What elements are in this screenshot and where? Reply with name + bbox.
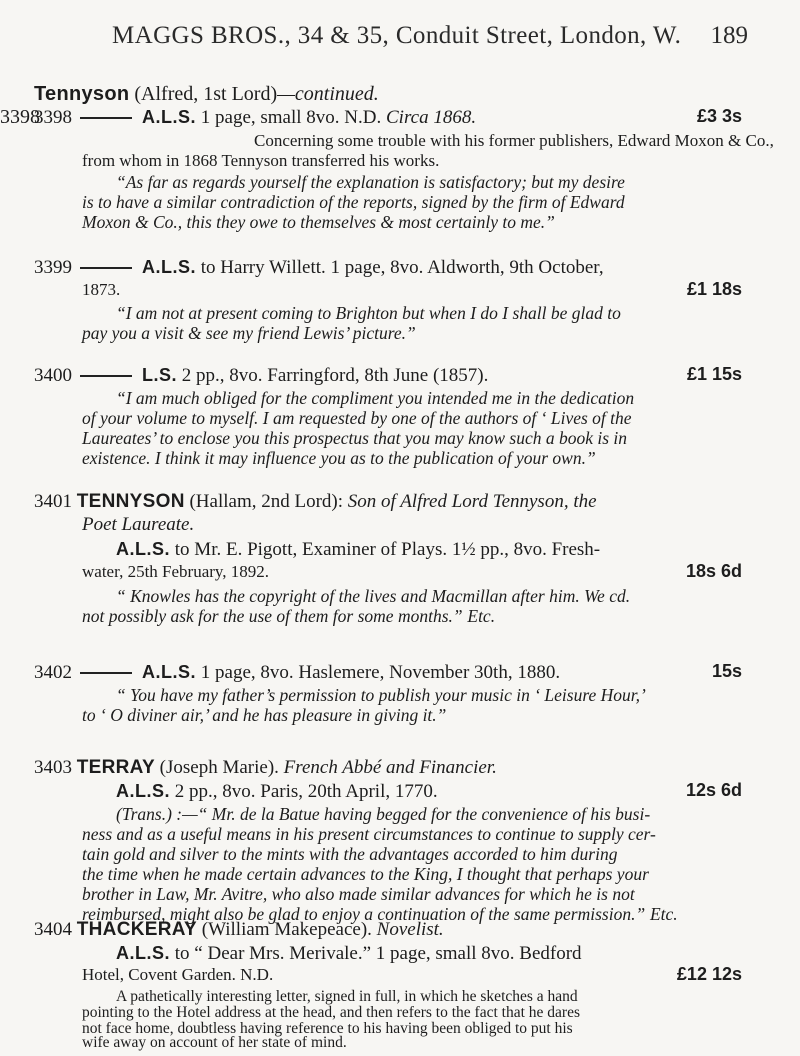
- entry-3403-als: [116, 780, 438, 803]
- als-label: A.L.S.: [116, 943, 171, 963]
- quote-line: Laureates’ to enclose you this prospectus that you may know such a book is in: [82, 428, 628, 448]
- als-label: A.L.S.: [142, 662, 197, 682]
- price: 15s: [711, 661, 742, 681]
- quote-line: the time when he made certain advances to the King, I thought that perhaps your: [82, 864, 649, 884]
- quote-line: pay you a visit & see my friend Lewis’ picture.”: [82, 323, 416, 343]
- als-label: A.L.S.: [116, 781, 171, 801]
- entry-details: to Mr. E. Pigott, Examiner of Plays. 1½ pp., 8vo. Fresh-: [174, 539, 601, 560]
- quote-line: ness and as a useful means in his present circumstances to continue to supply cer-: [82, 824, 656, 844]
- person-role-cont: Poet Laureate.: [82, 514, 195, 535]
- person-name: TENNYSON: [76, 491, 185, 512]
- entry-3398-head: [34, 106, 476, 129]
- dash-rule: [80, 375, 132, 377]
- person-name: THACKERAY: [76, 919, 197, 940]
- header-title: MAGGS BROS., 34 & 35, Conduit Street, London, W.: [112, 22, 682, 49]
- lot-number: 3398: [34, 107, 72, 128]
- person-role: Novelist.: [376, 919, 444, 940]
- lot-number: 3400: [34, 365, 72, 386]
- quote-line: (Trans.) :—“ Mr. de la Batue having begged for the convenience of his busi-: [116, 804, 651, 824]
- entry-details: to Harry Willett. 1 page, 8vo. Aldworth, 9th October,: [200, 257, 604, 278]
- desc-line: wife away on account of her state of mind.: [82, 1034, 347, 1051]
- entry-details: 1 page, 8vo. Haslemere, November 30th, 1880.: [200, 662, 561, 683]
- etc-text: Etc.: [467, 606, 496, 626]
- entry-details: 1 page, small 8vo. N.D.: [200, 107, 382, 128]
- entry-3401-als: [116, 538, 600, 561]
- section-continued: —continued.: [277, 83, 379, 105]
- dash-rule: [80, 267, 132, 269]
- entry-details-cont: 1873.: [82, 280, 121, 299]
- entry-3404-als: [116, 942, 582, 965]
- quote-line: “ You have my father’s permission to publish your music in ‘ Leisure Hour,’: [116, 685, 646, 705]
- desc-line: not face home, doubtless having reference to his having been obliged to put his: [82, 1020, 573, 1037]
- page-number: 189: [710, 22, 748, 49]
- person-role: French Abbé and Financier.: [283, 757, 497, 778]
- section-heading: [34, 83, 379, 105]
- quote-line: is to have a similar contradiction of the reports, signed by the firm of Edward: [82, 192, 625, 212]
- entry-details: 2 pp., 8vo. Farringford, 8th June (1857).: [181, 365, 489, 386]
- entry-details-cont: Hotel, Covent Garden. N.D.: [82, 965, 274, 984]
- entry-3402-head: [34, 661, 560, 684]
- quote-line: of your volume to myself. I am requested by one of the authors of ‘ Lives of the: [82, 408, 632, 428]
- quote-line: “As far as regards yourself the explanation is satisfactory; but my desire: [116, 172, 625, 192]
- als-label: A.L.S.: [142, 107, 197, 127]
- price: £1 18s: [686, 279, 742, 299]
- quote-line: Moxon & Co., this they owe to themselves & most certainly to me.”: [82, 212, 555, 232]
- entry-details: 2 pp., 8vo. Paris, 20th April, 1770.: [174, 781, 438, 802]
- lot-number: 3398: [0, 106, 40, 128]
- quote-text: not possibly ask for the use of them for some months.”: [82, 606, 463, 626]
- price: 12s 6d: [685, 780, 742, 800]
- desc-line: Concerning some trouble with his former publishers, Edward Moxon & Co.,: [254, 131, 774, 150]
- desc-line: pointing to the Hotel address at the head, and then refers to the fact that he dares: [82, 1004, 580, 1021]
- person-name: TERRAY: [76, 757, 155, 778]
- desc-line: A pathetically interesting letter, signed in full, in which he sketches a hand: [116, 988, 578, 1005]
- quote-line: brother in Law, Mr. Avitre, who also made similar advances for which he is not: [82, 884, 635, 904]
- dash-rule: [80, 117, 132, 119]
- person-rest: (William Makepeace).: [201, 919, 372, 940]
- als-label: A.L.S.: [142, 257, 197, 277]
- quote-line: “ Knowles has the copyright of the lives and Macmillan after him. We cd.: [116, 586, 631, 606]
- als-label: A.L.S.: [116, 539, 171, 559]
- price: 18s 6d: [685, 561, 742, 581]
- lot-number: 3401: [34, 491, 72, 512]
- section-name: Tennyson: [34, 83, 130, 105]
- desc-line: from whom in 1868 Tennyson transferred his works.: [82, 151, 440, 170]
- quote-line: “I am much obliged for the compliment you intended me in the dedication: [116, 388, 635, 408]
- entry-3404-head: [34, 919, 444, 941]
- quote-line: “I am not at present coming to Brighton but when I do I shall be glad to: [116, 303, 621, 323]
- quote-line: existence. I think it may influence you as to the publication of your own.”: [82, 448, 596, 468]
- quote-line-last: [82, 605, 495, 628]
- page-header: [0, 22, 800, 62]
- price: £12 12s: [676, 964, 742, 984]
- entry-date: Circa 1868.: [386, 107, 477, 128]
- quote-line: to ‘ O diviner air,’ and he has pleasure in giving it.”: [82, 705, 447, 725]
- quote-line: tain gold and silver to the mints with the advantages accorded to him during: [82, 844, 618, 864]
- dash-rule: [80, 672, 132, 674]
- price: £1 15s: [686, 364, 742, 384]
- section-rest: (Alfred, 1st Lord): [134, 83, 278, 105]
- lot-number: 3402: [34, 662, 72, 683]
- entry-details-cont: water, 25th February, 1892.: [82, 562, 270, 581]
- lot-number: 3404: [34, 919, 72, 940]
- als-label: L.S.: [142, 365, 178, 385]
- quote-text: reimbursed, might also be glad to enjoy a continuation of the same permission.”: [82, 904, 646, 924]
- entry-3403-head: [34, 757, 497, 779]
- lot-number: 3399: [34, 257, 72, 278]
- person-role: Son of Alfred Lord Tennyson, the: [347, 491, 597, 512]
- lot-number: 3403: [34, 757, 72, 778]
- price: £3 3s: [696, 106, 742, 126]
- etc-text: Etc.: [649, 904, 678, 924]
- entry-3401-head: [34, 491, 597, 513]
- entry-details: to “ Dear Mrs. Merivale.” 1 page, small 8vo. Bedford: [174, 943, 582, 964]
- person-rest: (Hallam, 2nd Lord):: [189, 491, 344, 512]
- entry-3399-head: [34, 256, 604, 279]
- entry-3400-head: [34, 364, 488, 387]
- person-rest: (Joseph Marie).: [159, 757, 279, 778]
